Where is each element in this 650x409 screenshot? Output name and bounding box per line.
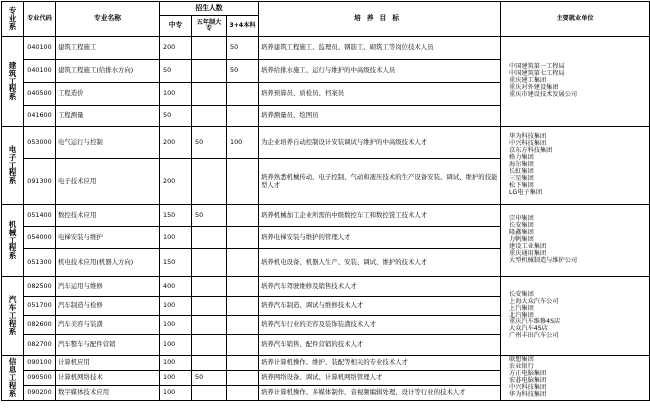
dept-cell: 电子工程系 <box>2 127 24 205</box>
enroll-wunian: 50 <box>192 205 227 227</box>
major-name: 电气运行与控制 <box>56 127 160 159</box>
major-code: 053000 <box>24 127 56 159</box>
employer-item: 重庆汽车维修4S店 <box>509 318 561 326</box>
employer-item: 北汽集团 <box>509 311 534 319</box>
enroll-zhongzhuan: 150 <box>160 205 192 227</box>
training-goal: 培养建筑工程施工、监理员、钢筋工、砌筑工等岗位技术人员 <box>259 37 501 60</box>
enroll-wunian <box>192 37 227 60</box>
table-row <box>2 37 650 60</box>
training-goal: 培养熟悉机械传动、电子控制、气动和液压技术的生产设备安装、调试、维护的技能型人才 <box>259 159 501 205</box>
enroll-san-si <box>227 277 259 297</box>
major-name: 建筑工程施工(给排水方向) <box>56 60 160 83</box>
major-code: 041600 <box>24 106 56 127</box>
training-goal: 培养网络设备、调试、计算机网络管理人才 <box>259 371 501 386</box>
employer-item: 重庆市建设技术发展公司 <box>509 90 578 98</box>
employer-list <box>501 277 650 356</box>
header-goal: 培养目标 <box>259 2 501 37</box>
enroll-wunian <box>192 316 227 335</box>
employer-list <box>501 356 650 401</box>
header-employer: 主要就业单位 <box>501 2 650 37</box>
enroll-san-si <box>227 249 259 277</box>
enroll-san-si <box>227 83 259 106</box>
major-code: 082600 <box>24 316 56 335</box>
enroll-zhongzhuan: 150 <box>160 249 192 277</box>
major-code: 040100 <box>24 37 56 60</box>
employer-item: 长安集团 <box>509 290 534 298</box>
enroll-san-si <box>227 159 259 205</box>
header-enroll: 招生人数 <box>160 2 259 16</box>
enroll-wunian <box>192 297 227 316</box>
employer-item: 中国建筑第一工程局 <box>509 63 565 71</box>
employer-item: 重庆对外建设集团 <box>509 83 559 91</box>
employer-item: 重庆建工集团 <box>509 77 547 85</box>
employer-item: 农业银行 <box>509 363 534 371</box>
dept-cell: 汽车工程系 <box>2 277 24 356</box>
major-name: 建筑工程施工 <box>56 37 160 60</box>
training-goal: 培养机电设备、机器人生产、安装、调试、维护的技术人才 <box>259 249 501 277</box>
header-name: 专业名称 <box>56 2 160 37</box>
employer-item: 京东方科技集团 <box>509 147 553 155</box>
major-name: 工程测量 <box>56 106 160 127</box>
enroll-san-si <box>227 205 259 227</box>
training-goal: 培养汽车驾驶维修及销售技术人才 <box>259 277 501 297</box>
dept-cell: 信息工程系 <box>2 356 24 401</box>
major-code: 090200 <box>24 386 56 401</box>
training-goal: 培养汽车销售、配件营销的技术人才 <box>259 335 501 356</box>
enroll-zhongzhuan: 50 <box>160 106 192 127</box>
training-goal: 培养汽车制造、调试与维修技术人才 <box>259 297 501 316</box>
training-goal: 培养预算员、质检员、档案员 <box>259 83 501 106</box>
employer-item: 长安集团 <box>509 222 534 230</box>
major-name: 汽车制造与检修 <box>56 297 160 316</box>
major-code: 040500 <box>24 83 56 106</box>
enroll-san-si <box>227 316 259 335</box>
enrollment-table <box>1 1 650 401</box>
employer-item: 大型机械制造与维护公司 <box>509 256 578 264</box>
training-goal: 培养汽车行业的美容及装饰装潢技术人才 <box>259 316 501 335</box>
enroll-san-si: 50 <box>227 37 259 60</box>
major-code: 051700 <box>24 297 56 316</box>
header-wunian: 五年制大专 <box>192 16 227 37</box>
enroll-wunian <box>192 335 227 356</box>
enroll-zhongzhuan: 100 <box>160 227 192 249</box>
employer-item: 海尔集团 <box>509 161 534 169</box>
major-code: 082700 <box>24 335 56 356</box>
employer-item: 重庆通用集团 <box>509 249 547 257</box>
major-name: 汽车美容与装潢 <box>56 316 160 335</box>
enroll-san-si: 50 <box>227 60 259 83</box>
employer-item: 宏碁电脑集团 <box>509 377 547 384</box>
employer-item: 长虹集团 <box>509 167 534 175</box>
employer-item: 中兴科技集团 <box>509 383 547 391</box>
dept-cell: 建筑工程系 <box>2 37 24 127</box>
dept-cell: 机械工程系 <box>2 205 24 277</box>
training-goal: 培养计算机操作、多媒体制作、音视频编辑处理、设计等行业的技术人才 <box>259 386 501 401</box>
major-name: 工程造价 <box>56 83 160 106</box>
employer-list <box>501 205 650 277</box>
table-row <box>2 356 650 371</box>
employer-item: 松下集团 <box>509 181 534 189</box>
employer-item: 华为科技集团 <box>509 390 547 398</box>
major-code: 051300 <box>24 249 56 277</box>
enroll-zhongzhuan: 100 <box>160 316 192 335</box>
employer-item: 华为科技集团 <box>509 133 547 141</box>
header-code: 专业代码 <box>24 2 56 37</box>
employer-item: 联想集团 <box>509 356 534 364</box>
major-code: 090500 <box>24 371 56 386</box>
employer-item: 力帆集团 <box>509 236 534 244</box>
employer-item: 方正电脑集团 <box>509 370 547 378</box>
enroll-zhongzhuan: 400 <box>160 277 192 297</box>
employer-item: 宗申集团 <box>509 215 534 223</box>
enroll-san-si <box>227 335 259 356</box>
enroll-wunian <box>192 106 227 127</box>
enroll-san-si <box>227 106 259 127</box>
enroll-san-si: 100 <box>227 127 259 159</box>
employer-item: 中国建筑第七工程局 <box>509 70 565 78</box>
training-goal: 培养机械加工企业所需的中级数控车工和数控铣工技术人才 <box>259 205 501 227</box>
training-goal: 培养计算机操作、维护、装配等相关的专业技术人才 <box>259 356 501 371</box>
table-body <box>2 37 650 401</box>
enroll-wunian <box>192 60 227 83</box>
enroll-wunian: 50 <box>192 127 227 159</box>
enroll-zhongzhuan: 200 <box>160 127 192 159</box>
enroll-wunian <box>192 249 227 277</box>
enroll-san-si <box>227 371 259 386</box>
training-goal: 为企业培养自动控制设计安装调试与维护的中高级技术人才 <box>259 127 501 159</box>
major-name: 电子技术应用 <box>56 159 160 205</box>
employer-item: 三星集团 <box>509 174 534 182</box>
employer-item: 建设工业集团 <box>509 242 547 250</box>
employer-item: 上海大众汽车公司 <box>509 297 559 305</box>
table-row <box>2 205 650 227</box>
major-code: 040100 <box>24 60 56 83</box>
enroll-wunian <box>192 277 227 297</box>
enroll-zhongzhuan: 100 <box>160 297 192 316</box>
training-goal: 培养电梯安装与维护的管理人才 <box>259 227 501 249</box>
enroll-zhongzhuan: 100 <box>160 83 192 106</box>
enroll-wunian <box>192 83 227 106</box>
major-name: 数控技术应用 <box>56 205 160 227</box>
enroll-zhongzhuan: 200 <box>160 37 192 60</box>
major-code: 051400 <box>24 205 56 227</box>
major-name: 汽车运用与维修 <box>56 277 160 297</box>
major-code: 090100 <box>24 356 56 371</box>
enroll-zhongzhuan: 100 <box>160 371 192 386</box>
enroll-wunian: 50 <box>192 371 227 386</box>
employer-item: 广州丰田汽车公司 <box>509 332 559 340</box>
major-name: 机电技术应用(机器人方向) <box>56 249 160 277</box>
employer-item: 格力集团 <box>509 154 534 162</box>
enroll-zhongzhuan: 200 <box>160 159 192 205</box>
employer-item: 上汽集团 <box>509 304 534 312</box>
major-name: 计算机应用 <box>56 356 160 371</box>
employer-item: 隆鑫集团 <box>509 229 534 237</box>
enroll-zhongzhuan: 100 <box>160 335 192 356</box>
header-dept: 专业系 <box>2 2 24 37</box>
employer-item: 中兴科技集团 <box>509 140 547 148</box>
major-name: 电梯安装与维护 <box>56 227 160 249</box>
training-goal: 培养给排水施工、运行与维护的中高级技术人员 <box>259 60 501 83</box>
header-san-si: 3+4本科 <box>227 16 259 37</box>
training-goal: 培养测量员、绘图员 <box>259 106 501 127</box>
employer-list <box>501 37 650 127</box>
enroll-zhongzhuan: 50 <box>160 60 192 83</box>
table-row <box>2 277 650 297</box>
employer-item: 大众汽车4S店 <box>509 325 548 333</box>
employer-list <box>501 127 650 205</box>
enroll-san-si <box>227 386 259 401</box>
header-zhongzhuan: 中专 <box>160 16 192 37</box>
enroll-wunian <box>192 159 227 205</box>
enroll-san-si <box>227 297 259 316</box>
major-name: 计算机网络技术 <box>56 371 160 386</box>
enroll-wunian <box>192 356 227 371</box>
employer-item: LG电子集团 <box>509 188 543 196</box>
major-code: 082500 <box>24 277 56 297</box>
enroll-wunian <box>192 386 227 401</box>
major-code: 054000 <box>24 227 56 249</box>
table-row <box>2 127 650 159</box>
enroll-zhongzhuan: 100 <box>160 356 192 371</box>
enroll-zhongzhuan: 100 <box>160 386 192 401</box>
major-name: 汽车整车与配件营销 <box>56 335 160 356</box>
enroll-san-si <box>227 227 259 249</box>
major-code: 091300 <box>24 159 56 205</box>
enroll-san-si <box>227 356 259 371</box>
enroll-wunian <box>192 227 227 249</box>
major-name: 数字媒体技术应用 <box>56 386 160 401</box>
